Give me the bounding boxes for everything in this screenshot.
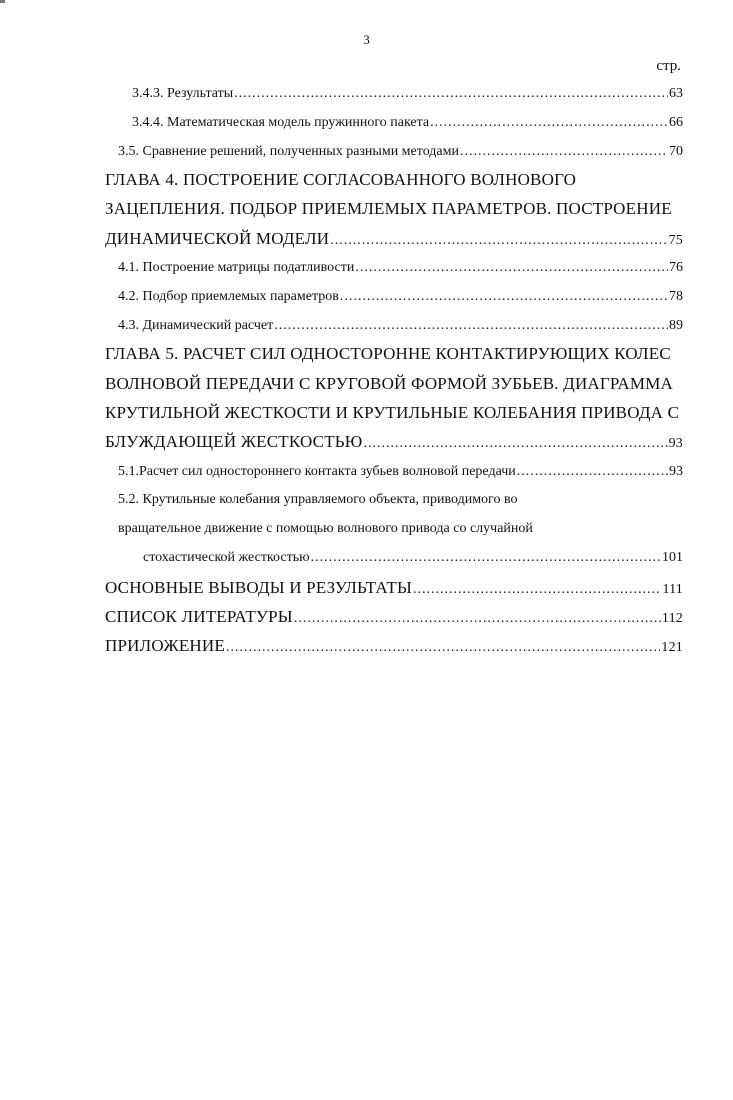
toc-entry-title: стохастической жесткостью: [143, 550, 310, 565]
toc-entry-title: БЛУЖДАЮЩЕЙ ЖЕСТКОСТЬЮ: [105, 432, 363, 451]
toc-chapter-5-line-1: ГЛАВА 5. РАСЧЕТ СИЛ ОДНОСТОРОННЕ КОНТАКТИРУЮЩИХ КОЛЕС: [105, 344, 671, 363]
toc-leader-dots: [274, 318, 668, 334]
toc-entry-title: 5.1.Расчет сил одностороннего контакта зубьев волновой передачи: [118, 464, 516, 479]
toc-entry-page: 93: [669, 464, 683, 479]
toc-entry-5-2: [143, 550, 683, 566]
toc-entry-title: 3.4.3. Результаты: [132, 86, 234, 101]
toc-entry-title: 4.2. Подбор приемлемых параметров: [118, 289, 339, 304]
toc-entry-page: 76: [669, 260, 683, 275]
toc-chapter-5: [105, 432, 683, 452]
toc-entry-references: [105, 607, 683, 627]
toc-entry-5-2-line-2: вращательное движение с помощью волнового привода со случайной: [118, 521, 533, 536]
toc-entry-page: 70: [669, 144, 683, 159]
toc-entry-4-1: [118, 260, 683, 276]
toc-entry-page: 78: [669, 289, 683, 304]
toc-entry-3-5: [118, 144, 683, 160]
toc-leader-dots: [226, 640, 660, 656]
toc-entry-3-4-4: [132, 115, 683, 131]
toc-chapter-4: [105, 229, 683, 249]
toc-chapter-4-line-2: ЗАЦЕПЛЕНИЯ. ПОДБОР ПРИЕМЛЕМЫХ ПАРАМЕТРОВ. ПОСТРОЕНИЕ: [105, 199, 672, 218]
page-column-header: стр.: [656, 58, 681, 74]
toc-entry-page: 112: [661, 611, 683, 626]
toc-entry-page: 89: [669, 318, 683, 333]
toc-leader-dots: [460, 144, 668, 160]
page-number: 3: [363, 32, 370, 47]
toc-leader-dots: [340, 289, 668, 305]
toc-entry-page: 93: [668, 436, 683, 451]
toc-entry-appendix: [105, 636, 683, 656]
toc-chapter-5-line-2: ВОЛНОВОЙ ПЕРЕДАЧИ С КРУГОВОЙ ФОРМОЙ ЗУБЬЕВ. ДИАГРАММА: [105, 374, 673, 393]
toc-entry-title: СПИСОК ЛИТЕРАТУРЫ: [105, 607, 293, 626]
toc-entry-conclusions: [105, 578, 683, 598]
toc-leader-dots: [517, 464, 668, 480]
toc-entry-title: 3.4.4. Математическая модель пружинного пакета: [132, 115, 430, 130]
toc-entry-title: 4.3. Динамический расчет: [118, 318, 274, 333]
toc-leader-dots: [330, 233, 667, 249]
toc-entry-4-3: [118, 318, 683, 334]
toc-entry-title: 4.1. Построение матрицы податливости: [118, 260, 355, 275]
toc-leader-dots: [294, 611, 661, 627]
toc-entry-page: 111: [662, 582, 683, 597]
toc-chapter-4-line-1: ГЛАВА 4. ПОСТРОЕНИЕ СОГЛАСОВАННОГО ВОЛНОВОГО: [105, 170, 577, 189]
toc-leader-dots: [413, 582, 661, 598]
toc-entry-5-1: [118, 464, 683, 480]
toc-entry-title: ПРИЛОЖЕНИЕ: [105, 636, 225, 655]
toc-entry-4-2: [118, 289, 683, 305]
toc-entry-title: 3.5. Сравнение решений, полученных разными методами: [118, 144, 459, 159]
toc-leader-dots: [234, 86, 668, 102]
toc-entry-page: 63: [669, 86, 683, 101]
toc-entry-title: ДИНАМИЧЕСКОЙ МОДЕЛИ: [105, 229, 330, 248]
toc-entry-5-2-line-1: 5.2. Крутильные колебания управляемого объекта, приводимого во: [118, 492, 518, 507]
toc-leader-dots: [430, 115, 668, 131]
toc-entry-page: 75: [668, 233, 683, 248]
toc-leader-dots: [363, 436, 667, 452]
toc-entry-page: 101: [662, 550, 683, 565]
toc-leader-dots: [311, 550, 661, 566]
toc-entry-page: 66: [669, 115, 683, 130]
toc-entry-title: ОСНОВНЫЕ ВЫВОДЫ И РЕЗУЛЬТАТЫ: [105, 578, 412, 597]
scan-mark: [0, 0, 5, 3]
toc-entry-3-4-3: [132, 86, 683, 102]
toc-chapter-5-line-3: КРУТИЛЬНОЙ ЖЕСТКОСТИ И КРУТИЛЬНЫЕ КОЛЕБАНИЯ ПРИВОДА С: [105, 403, 680, 422]
toc-entry-page: 121: [661, 640, 683, 655]
toc-leader-dots: [355, 260, 668, 276]
